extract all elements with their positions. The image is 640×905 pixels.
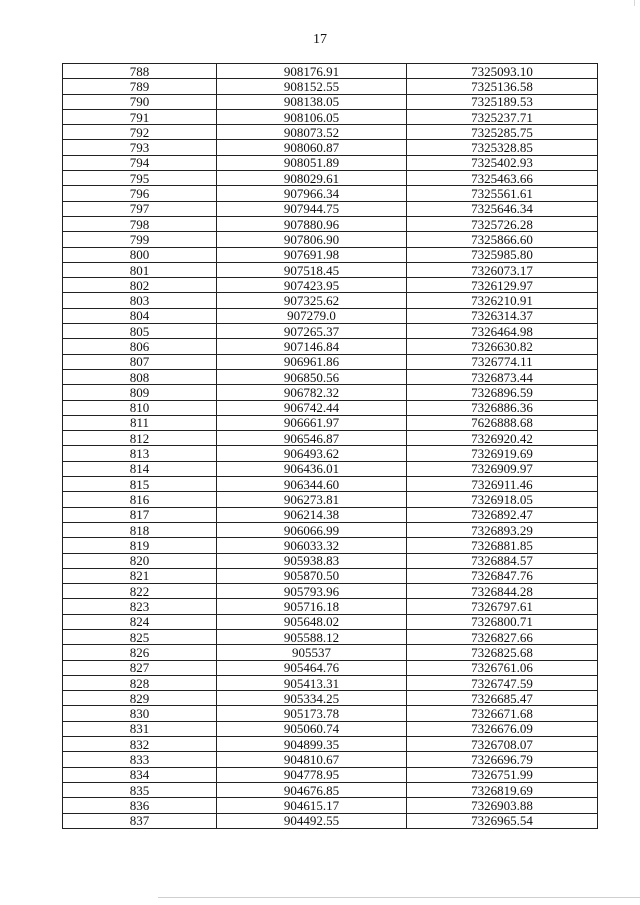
- y-coordinate-cell: 7325093.10: [407, 64, 598, 79]
- point-number-cell: 814: [63, 461, 217, 476]
- point-number-cell: 815: [63, 477, 217, 492]
- table-row: [63, 507, 598, 522]
- table-row: [63, 675, 598, 690]
- point-number-cell: 828: [63, 675, 217, 690]
- y-coordinate-cell: 7326920.42: [407, 431, 598, 446]
- x-coordinate-cell: 908152.55: [217, 79, 407, 94]
- point-number-cell: 807: [63, 354, 217, 369]
- x-coordinate-cell: 905060.74: [217, 721, 407, 736]
- table-row: [63, 354, 598, 369]
- x-coordinate-cell: 907691.98: [217, 247, 407, 262]
- x-coordinate-cell: 906273.81: [217, 492, 407, 507]
- x-coordinate-cell: 906066.99: [217, 522, 407, 537]
- coordinates-table-body: [63, 64, 598, 829]
- x-coordinate-cell: 907806.90: [217, 232, 407, 247]
- point-number-cell: 810: [63, 400, 217, 415]
- table-row: [63, 721, 598, 736]
- table-row: [63, 645, 598, 660]
- table-row: [63, 706, 598, 721]
- table-row: [63, 247, 598, 262]
- x-coordinate-cell: 906782.32: [217, 385, 407, 400]
- table-row: [63, 415, 598, 430]
- point-number-cell: 829: [63, 691, 217, 706]
- coordinates-table: [62, 63, 598, 829]
- y-coordinate-cell: 7325237.71: [407, 109, 598, 124]
- table-row: [63, 798, 598, 813]
- y-coordinate-cell: 7326800.71: [407, 614, 598, 629]
- table-row: [63, 599, 598, 614]
- table-row: [63, 155, 598, 170]
- y-coordinate-cell: 7326314.37: [407, 308, 598, 323]
- y-coordinate-cell: 7326909.97: [407, 461, 598, 476]
- y-coordinate-cell: 7325726.28: [407, 216, 598, 231]
- x-coordinate-cell: 905870.50: [217, 568, 407, 583]
- table-row: [63, 400, 598, 415]
- point-number-cell: 796: [63, 186, 217, 201]
- x-coordinate-cell: 904615.17: [217, 798, 407, 813]
- y-coordinate-cell: 7326751.99: [407, 767, 598, 782]
- point-number-cell: 823: [63, 599, 217, 614]
- table-row: [63, 186, 598, 201]
- point-number-cell: 809: [63, 385, 217, 400]
- page-number: 17: [313, 32, 327, 47]
- y-coordinate-cell: 7326896.59: [407, 385, 598, 400]
- y-coordinate-cell: 7326464.98: [407, 324, 598, 339]
- table-row: [63, 79, 598, 94]
- y-coordinate-cell: 7326774.11: [407, 354, 598, 369]
- x-coordinate-cell: 905173.78: [217, 706, 407, 721]
- scan-edge-mark: [634, 0, 635, 6]
- point-number-cell: 811: [63, 415, 217, 430]
- x-coordinate-cell: 904810.67: [217, 752, 407, 767]
- y-coordinate-cell: 7326797.61: [407, 599, 598, 614]
- y-coordinate-cell: 7326911.46: [407, 477, 598, 492]
- table-row: [63, 477, 598, 492]
- page-bottom-divider: [158, 897, 640, 898]
- x-coordinate-cell: 908051.89: [217, 155, 407, 170]
- x-coordinate-cell: 907325.62: [217, 293, 407, 308]
- table-row: [63, 691, 598, 706]
- y-coordinate-cell: 7325866.60: [407, 232, 598, 247]
- x-coordinate-cell: 906546.87: [217, 431, 407, 446]
- x-coordinate-cell: 908106.05: [217, 109, 407, 124]
- y-coordinate-cell: 7326685.47: [407, 691, 598, 706]
- table-row: [63, 492, 598, 507]
- y-coordinate-cell: 7326903.88: [407, 798, 598, 813]
- table-row: [63, 94, 598, 109]
- x-coordinate-cell: 906436.01: [217, 461, 407, 476]
- x-coordinate-cell: 906850.56: [217, 369, 407, 384]
- x-coordinate-cell: 906344.60: [217, 477, 407, 492]
- table-row: [63, 109, 598, 124]
- table-row: [63, 767, 598, 782]
- table-row: [63, 553, 598, 568]
- x-coordinate-cell: 908073.52: [217, 125, 407, 140]
- table-row: [63, 431, 598, 446]
- x-coordinate-cell: 905334.25: [217, 691, 407, 706]
- table-row: [63, 385, 598, 400]
- point-number-cell: 837: [63, 813, 217, 828]
- x-coordinate-cell: 907880.96: [217, 216, 407, 231]
- point-number-cell: 792: [63, 125, 217, 140]
- point-number-cell: 799: [63, 232, 217, 247]
- point-number-cell: 798: [63, 216, 217, 231]
- x-coordinate-cell: 908138.05: [217, 94, 407, 109]
- point-number-cell: 803: [63, 293, 217, 308]
- table-row: [63, 140, 598, 155]
- table-row: [63, 538, 598, 553]
- x-coordinate-cell: 907146.84: [217, 339, 407, 354]
- table-row: [63, 64, 598, 79]
- table-row: [63, 369, 598, 384]
- point-number-cell: 804: [63, 308, 217, 323]
- point-number-cell: 788: [63, 64, 217, 79]
- point-number-cell: 789: [63, 79, 217, 94]
- x-coordinate-cell: 906493.62: [217, 446, 407, 461]
- y-coordinate-cell: 7326671.68: [407, 706, 598, 721]
- point-number-cell: 813: [63, 446, 217, 461]
- point-number-cell: 805: [63, 324, 217, 339]
- y-coordinate-cell: 7325561.61: [407, 186, 598, 201]
- x-coordinate-cell: 905648.02: [217, 614, 407, 629]
- table-row: [63, 125, 598, 140]
- point-number-cell: 817: [63, 507, 217, 522]
- y-coordinate-cell: 7326893.29: [407, 522, 598, 537]
- y-coordinate-cell: 7326696.79: [407, 752, 598, 767]
- x-coordinate-cell: 907265.37: [217, 324, 407, 339]
- table-row: [63, 568, 598, 583]
- y-coordinate-cell: 7326965.54: [407, 813, 598, 828]
- x-coordinate-cell: 907944.75: [217, 201, 407, 216]
- table-row: [63, 278, 598, 293]
- x-coordinate-cell: 907966.34: [217, 186, 407, 201]
- x-coordinate-cell: 905413.31: [217, 675, 407, 690]
- table-row: [63, 752, 598, 767]
- y-coordinate-cell: 7325285.75: [407, 125, 598, 140]
- table-row: [63, 813, 598, 828]
- table-row: [63, 522, 598, 537]
- x-coordinate-cell: 908029.61: [217, 171, 407, 186]
- point-number-cell: 835: [63, 782, 217, 797]
- y-coordinate-cell: 7326708.07: [407, 737, 598, 752]
- y-coordinate-cell: 7326847.76: [407, 568, 598, 583]
- y-coordinate-cell: 7326919.69: [407, 446, 598, 461]
- y-coordinate-cell: 7325646.34: [407, 201, 598, 216]
- x-coordinate-cell: 907423.95: [217, 278, 407, 293]
- y-coordinate-cell: 7326747.59: [407, 675, 598, 690]
- table-row: [63, 461, 598, 476]
- y-coordinate-cell: 7326886.36: [407, 400, 598, 415]
- point-number-cell: 790: [63, 94, 217, 109]
- point-number-cell: 808: [63, 369, 217, 384]
- table-row: [63, 446, 598, 461]
- x-coordinate-cell: 905588.12: [217, 629, 407, 644]
- point-number-cell: 831: [63, 721, 217, 736]
- y-coordinate-cell: 7326210.91: [407, 293, 598, 308]
- table-row: [63, 293, 598, 308]
- point-number-cell: 820: [63, 553, 217, 568]
- y-coordinate-cell: 7326819.69: [407, 782, 598, 797]
- y-coordinate-cell: 7325402.93: [407, 155, 598, 170]
- x-coordinate-cell: 906961.86: [217, 354, 407, 369]
- y-coordinate-cell: 7326844.28: [407, 584, 598, 599]
- x-coordinate-cell: 904899.35: [217, 737, 407, 752]
- y-coordinate-cell: 7326630.82: [407, 339, 598, 354]
- x-coordinate-cell: 904676.85: [217, 782, 407, 797]
- table-row: [63, 584, 598, 599]
- y-coordinate-cell: 7326761.06: [407, 660, 598, 675]
- point-number-cell: 797: [63, 201, 217, 216]
- y-coordinate-cell: 7326073.17: [407, 262, 598, 277]
- table-row: [63, 201, 598, 216]
- x-coordinate-cell: 905793.96: [217, 584, 407, 599]
- y-coordinate-cell: 7325985.80: [407, 247, 598, 262]
- y-coordinate-cell: 7326825.68: [407, 645, 598, 660]
- table-row: [63, 339, 598, 354]
- y-coordinate-cell: 7326827.66: [407, 629, 598, 644]
- point-number-cell: 806: [63, 339, 217, 354]
- table-row: [63, 262, 598, 277]
- table-row: [63, 216, 598, 231]
- point-number-cell: 830: [63, 706, 217, 721]
- point-number-cell: 826: [63, 645, 217, 660]
- x-coordinate-cell: 904778.95: [217, 767, 407, 782]
- y-coordinate-cell: 7326676.09: [407, 721, 598, 736]
- x-coordinate-cell: 908176.91: [217, 64, 407, 79]
- x-coordinate-cell: 905464.76: [217, 660, 407, 675]
- x-coordinate-cell: 904492.55: [217, 813, 407, 828]
- table-row: [63, 660, 598, 675]
- point-number-cell: 818: [63, 522, 217, 537]
- table-row: [63, 308, 598, 323]
- point-number-cell: 825: [63, 629, 217, 644]
- x-coordinate-cell: 908060.87: [217, 140, 407, 155]
- point-number-cell: 834: [63, 767, 217, 782]
- x-coordinate-cell: 907518.45: [217, 262, 407, 277]
- table-row: [63, 782, 598, 797]
- x-coordinate-cell: 906742.44: [217, 400, 407, 415]
- y-coordinate-cell: 7326884.57: [407, 553, 598, 568]
- point-number-cell: 791: [63, 109, 217, 124]
- table-row: [63, 737, 598, 752]
- point-number-cell: 793: [63, 140, 217, 155]
- x-coordinate-cell: 905938.83: [217, 553, 407, 568]
- point-number-cell: 822: [63, 584, 217, 599]
- y-coordinate-cell: 7325189.53: [407, 94, 598, 109]
- table-row: [63, 629, 598, 644]
- point-number-cell: 816: [63, 492, 217, 507]
- x-coordinate-cell: 905537: [217, 645, 407, 660]
- point-number-cell: 836: [63, 798, 217, 813]
- point-number-cell: 812: [63, 431, 217, 446]
- table-row: [63, 232, 598, 247]
- y-coordinate-cell: 7326129.97: [407, 278, 598, 293]
- point-number-cell: 794: [63, 155, 217, 170]
- y-coordinate-cell: 7326881.85: [407, 538, 598, 553]
- y-coordinate-cell: 7326892.47: [407, 507, 598, 522]
- point-number-cell: 801: [63, 262, 217, 277]
- point-number-cell: 833: [63, 752, 217, 767]
- point-number-cell: 827: [63, 660, 217, 675]
- y-coordinate-cell: 7326873.44: [407, 369, 598, 384]
- y-coordinate-cell: 7326918.05: [407, 492, 598, 507]
- x-coordinate-cell: 906661.97: [217, 415, 407, 430]
- point-number-cell: 832: [63, 737, 217, 752]
- y-coordinate-cell: 7626888.68: [407, 415, 598, 430]
- table-row: [63, 614, 598, 629]
- table-row: [63, 171, 598, 186]
- x-coordinate-cell: 906214.38: [217, 507, 407, 522]
- x-coordinate-cell: 907279.0: [217, 308, 407, 323]
- point-number-cell: 795: [63, 171, 217, 186]
- point-number-cell: 821: [63, 568, 217, 583]
- x-coordinate-cell: 905716.18: [217, 599, 407, 614]
- point-number-cell: 800: [63, 247, 217, 262]
- y-coordinate-cell: 7325328.85: [407, 140, 598, 155]
- point-number-cell: 802: [63, 278, 217, 293]
- table-row: [63, 324, 598, 339]
- x-coordinate-cell: 906033.32: [217, 538, 407, 553]
- y-coordinate-cell: 7325463.66: [407, 171, 598, 186]
- y-coordinate-cell: 7325136.58: [407, 79, 598, 94]
- point-number-cell: 819: [63, 538, 217, 553]
- point-number-cell: 824: [63, 614, 217, 629]
